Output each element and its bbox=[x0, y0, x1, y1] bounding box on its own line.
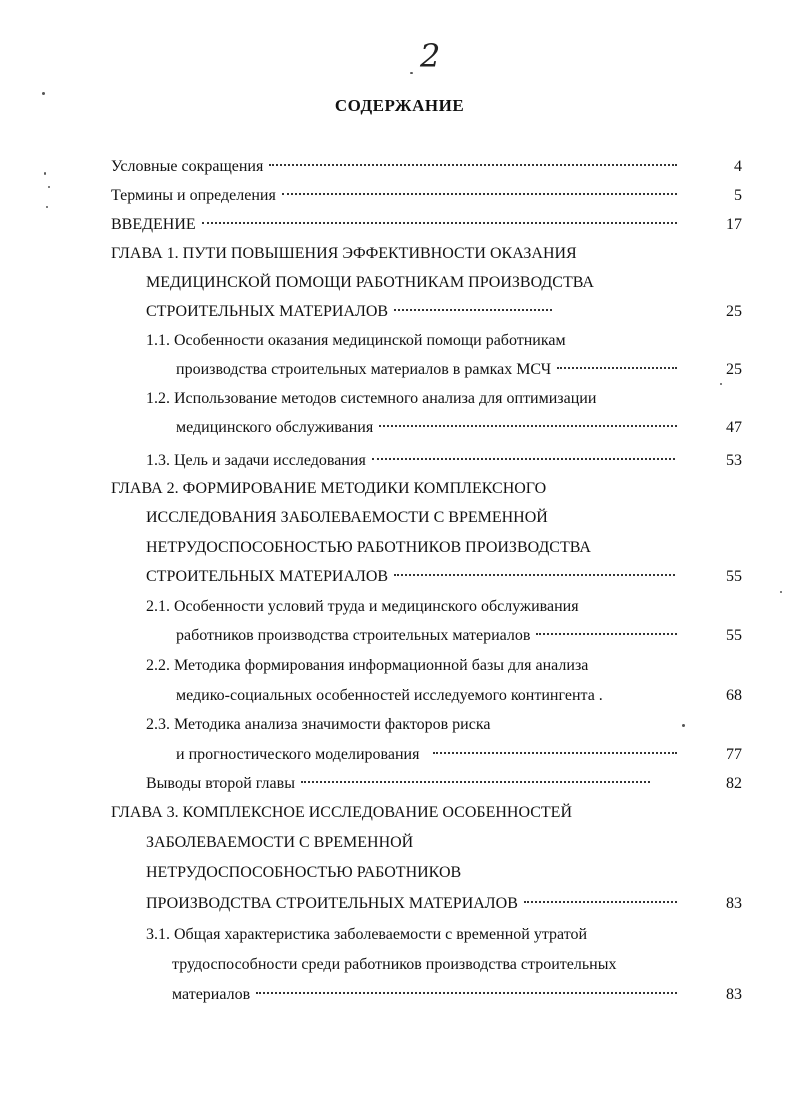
toc-page-number: 17 bbox=[726, 216, 742, 233]
toc-page-number: 83 bbox=[726, 895, 742, 912]
handwritten-page-number: 2 bbox=[420, 37, 441, 75]
toc-entry-terms bbox=[111, 184, 683, 208]
toc-entry-text: и прогностического моделирования bbox=[176, 746, 420, 763]
toc-page-number: 77 bbox=[726, 746, 742, 763]
toc-entry-text: медицинского обслуживания bbox=[176, 419, 374, 436]
scan-speck bbox=[780, 591, 782, 593]
toc-chapter-3-line-4 bbox=[146, 892, 683, 916]
scan-speck bbox=[682, 724, 685, 727]
toc-entry-text: производства строительных материалов в рамках МСЧ bbox=[176, 361, 552, 378]
toc-chapter-2-line-4 bbox=[146, 565, 681, 589]
toc-section-2-1-line-2 bbox=[176, 624, 683, 648]
toc-section-conclusions bbox=[146, 772, 656, 796]
toc-chapter-1-line-1: ГЛАВА 1. ПУТИ ПОВЫШЕНИЯ ЭФФЕКТИВНОСТИ ОКАЗАНИЯ bbox=[111, 245, 577, 262]
toc-chapter-1-line-3 bbox=[146, 300, 558, 324]
toc-chapter-3-line-3: НЕТРУДОСПОСОБНОСТЬЮ РАБОТНИКОВ bbox=[146, 864, 462, 881]
toc-entry-text: Термины и определения bbox=[111, 187, 276, 204]
toc-page-number: 4 bbox=[734, 158, 742, 175]
toc-page-number: 82 bbox=[726, 775, 742, 792]
toc-section-2-3-line-2 bbox=[176, 743, 683, 767]
page-title: СОДЕРЖАНИЕ bbox=[334, 96, 465, 115]
scan-speck bbox=[42, 92, 45, 95]
toc-page-number: 68 bbox=[726, 687, 742, 704]
toc-section-2-1-line-1: 2.1. Особенности условий труда и медицинского обслуживания bbox=[146, 598, 579, 615]
toc-chapter-2-line-1: ГЛАВА 2. ФОРМИРОВАНИЕ МЕТОДИКИ КОМПЛЕКСНОГО bbox=[111, 480, 547, 497]
toc-entry-text: Условные сокращения bbox=[111, 158, 264, 175]
toc-section-2-2-line-1: 2.2. Методика формирования информационной базы для анализа bbox=[146, 657, 589, 674]
toc-page-number: 47 bbox=[726, 419, 742, 436]
toc-entry-text: ПРОИЗВОДСТВА СТРОИТЕЛЬНЫХ МАТЕРИАЛОВ bbox=[146, 895, 518, 912]
toc-chapter-3-line-2: ЗАБОЛЕВАЕМОСТИ С ВРЕМЕННОЙ bbox=[146, 834, 414, 851]
toc-section-3-1-line-2: трудоспособности среди работников производства строительных bbox=[172, 956, 617, 973]
toc-section-3-1-line-1: 3.1. Общая характеристика заболеваемости с временной утратой bbox=[146, 926, 588, 943]
toc-entry-text: материалов bbox=[172, 986, 251, 1003]
toc-chapter-2-line-2: ИССЛЕДОВАНИЯ ЗАБОЛЕВАЕМОСТИ С ВРЕМЕННОЙ bbox=[146, 509, 548, 526]
scan-speck bbox=[44, 172, 46, 175]
toc-page-number: 53 bbox=[726, 452, 742, 469]
toc-section-1-3 bbox=[146, 449, 681, 473]
toc-page-number: 25 bbox=[726, 361, 742, 378]
scan-speck bbox=[48, 186, 50, 188]
toc-page-number: 25 bbox=[726, 303, 742, 320]
toc-entry-text: Выводы второй главы bbox=[146, 775, 295, 792]
toc-section-2-3-line-1: 2.3. Методика анализа значимости факторов риска bbox=[146, 716, 491, 733]
toc-chapter-2-line-3: НЕТРУДОСПОСОБНОСТЬЮ РАБОТНИКОВ ПРОИЗВОДСТВА bbox=[146, 539, 591, 556]
scan-speck bbox=[410, 72, 413, 74]
toc-chapter-3-line-1: ГЛАВА 3. КОМПЛЕКСНОЕ ИССЛЕДОВАНИЕ ОСОБЕННОСТЕЙ bbox=[111, 804, 572, 821]
toc-page-number: 83 bbox=[726, 986, 742, 1003]
toc-section-1-2-line-1: 1.2. Использование методов системного анализа для оптимизации bbox=[146, 390, 597, 407]
toc-entry-text: СТРОИТЕЛЬНЫХ МАТЕРИАЛОВ bbox=[146, 303, 389, 320]
toc-page-number: 5 bbox=[734, 187, 742, 204]
toc-section-3-1-line-3 bbox=[172, 983, 683, 1007]
toc-section-1-1-line-1: 1.1. Особенности оказания медицинской помощи работникам bbox=[146, 332, 566, 349]
toc-entry-text: 1.3. Цель и задачи исследования bbox=[146, 452, 366, 469]
toc-entry-text: ВВЕДЕНИЕ bbox=[111, 216, 196, 233]
toc-entry-introduction bbox=[111, 213, 683, 237]
scan-speck bbox=[720, 383, 722, 385]
toc-entry-text: СТРОИТЕЛЬНЫХ МАТЕРИАЛОВ bbox=[146, 568, 389, 585]
scan-speck bbox=[46, 206, 48, 208]
toc-section-1-2-line-2 bbox=[176, 416, 683, 440]
toc-page-number: 55 bbox=[726, 627, 742, 644]
toc-entry-abbreviations bbox=[111, 155, 683, 179]
toc-section-1-1-line-2 bbox=[176, 358, 683, 382]
toc-section-2-2-line-2: медико-социальных особенностей исследуемого контингента . bbox=[176, 687, 603, 704]
toc-entry-text: работников производства строительных материалов bbox=[176, 627, 531, 644]
toc-chapter-1-line-2: МЕДИЦИНСКОЙ ПОМОЩИ РАБОТНИКАМ ПРОИЗВОДСТВА bbox=[146, 274, 594, 291]
toc-page-number: 55 bbox=[726, 568, 742, 585]
